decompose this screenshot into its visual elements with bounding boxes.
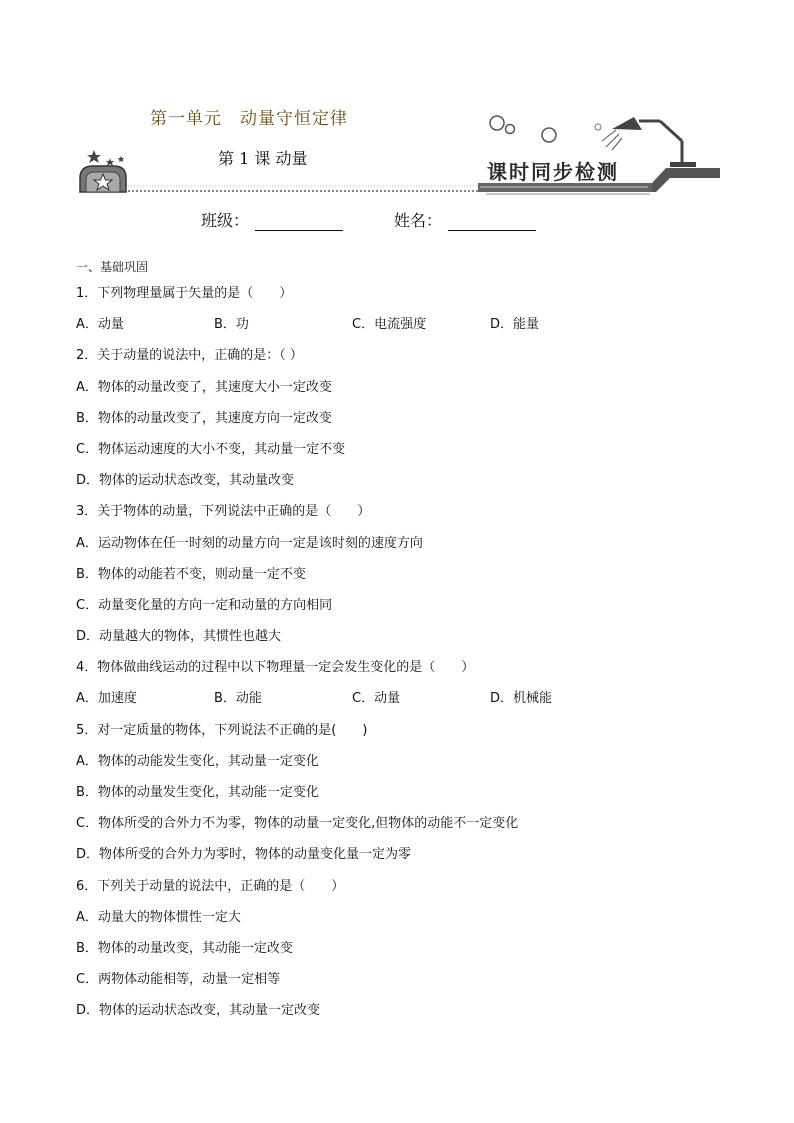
option-d[interactable]: D．物体所受的合外力为零时，物体的动量变化量一定为零: [76, 847, 412, 863]
unit-title: 第一单元 动量守恒定律: [150, 109, 348, 129]
option-c[interactable]: C．物体运动速度的大小不变，其动量一定不变: [76, 441, 346, 457]
option-c[interactable]: C．动量变化量的方向一定和动量的方向相同: [76, 597, 333, 613]
name-label: 姓名：: [394, 211, 443, 230]
question-list: [76, 258, 736, 1033]
option-a[interactable]: A．动量大的物体惯性一定大: [76, 909, 241, 925]
header-decoration: [0, 0, 794, 210]
option-a[interactable]: A．物体的动能发生变化，其动量一定变化: [76, 753, 319, 769]
options-row: [76, 315, 736, 346]
options-row: [76, 689, 736, 720]
student-info: [0, 208, 794, 238]
name-field[interactable]: [394, 208, 536, 231]
option-a[interactable]: A．运动物体在任一时刻的动量方向一定是该时刻的速度方向: [76, 535, 423, 551]
option-c[interactable]: C．物体所受的合外力不为零，物体的动量一定变化,但物体的动能不一定变化: [76, 816, 519, 832]
option-b[interactable]: B．物体的动量改变，其动能一定改变: [76, 940, 293, 956]
option-c[interactable]: C．电流强度: [352, 317, 427, 333]
lesson-title: 第 1 课 动量: [218, 149, 308, 168]
class-field[interactable]: [201, 208, 343, 231]
star-badge-icon: [80, 150, 126, 192]
option-b[interactable]: B．动能: [214, 691, 262, 707]
question-stem: 3．关于物体的动量，下列说法中正确的是（ ）: [76, 504, 371, 520]
option-c[interactable]: C．动量: [352, 691, 401, 707]
option-b[interactable]: B．物体的动量发生变化，其动能一定变化: [76, 785, 319, 800]
option-d[interactable]: D．物体的运动状态改变，其动量一定改变: [76, 1003, 321, 1019]
brand-title: 课时同步检测: [487, 160, 619, 184]
question-stem: 1．下列物理量属于矢量的是（ ）: [76, 286, 293, 301]
question-stem: 4．物体做曲线运动的过程中以下物理量一定会发生变化的是（ ）: [76, 660, 475, 676]
option-d[interactable]: D．物体的运动状态改变，其动量改变: [76, 473, 295, 489]
option-d[interactable]: D．机械能: [490, 691, 553, 707]
section-title: 一、基础巩固: [76, 260, 149, 274]
class-label: 班级：: [201, 211, 250, 230]
option-b[interactable]: B．物体的动量改变了，其速度方向一定改变: [76, 410, 332, 426]
question-stem: 2．关于动量的说法中，正确的是：（ ）: [76, 348, 303, 364]
name-blank[interactable]: [448, 216, 536, 231]
option-b[interactable]: B．物体的动能若不变，则动量一定不变: [76, 566, 306, 582]
option-d[interactable]: D．动量越大的物体，其惯性也越大: [76, 629, 282, 645]
option-b[interactable]: B．功: [214, 317, 249, 333]
option-a[interactable]: A．动量: [76, 317, 124, 333]
option-a[interactable]: A．加速度: [76, 691, 137, 707]
class-blank[interactable]: [255, 216, 343, 231]
bubbles-decoration: [490, 116, 601, 142]
page-header: [0, 0, 794, 210]
option-d[interactable]: D．能量: [490, 317, 540, 333]
question-stem: 6．下列关于动量的说法中，正确的是（ ）: [76, 878, 345, 894]
option-c[interactable]: C．两物体动能相等，动量一定相等: [76, 972, 281, 988]
option-a[interactable]: A．物体的动量改变了，其速度大小一定改变: [76, 379, 332, 395]
question-stem: 5．对一定质量的物体，下列说法不正确的是( ): [76, 722, 368, 738]
